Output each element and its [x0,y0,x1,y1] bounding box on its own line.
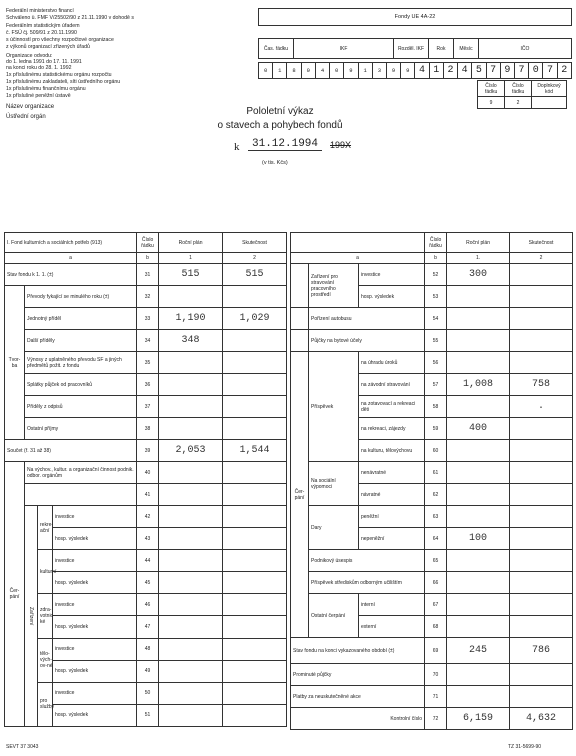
row-label: Jednotný příděl [25,308,137,330]
code-digit: 0 [259,63,273,79]
row-num: 42 [137,506,159,528]
row-plan [447,462,510,484]
row-real [223,594,287,616]
sub-code-table [477,80,567,109]
row-label: peněžní [359,506,425,528]
header-line: č. FSÚ čj. 509/91 z 20.11.1990 [6,30,77,36]
blank-cell [291,264,309,308]
row-real [510,308,573,330]
side-tvorba: Tvor-ba [5,286,25,440]
row-real [223,616,287,638]
row-label: Půjčky na bytové účely [309,330,425,352]
row-num: 64 [425,528,447,550]
code-digit: 5 [472,63,486,79]
table-row [291,572,573,594]
row-plan [447,330,510,352]
row-label: Na výchov., kultur. a organizační činnost podnik. odbor. orgánům [25,462,137,484]
row-plan [159,528,223,550]
code-digits-table [258,62,572,79]
table-row [5,264,287,286]
row-real [223,484,287,506]
row-num: 33 [137,308,159,330]
row-plan: 1,008 [447,374,510,396]
row-plan [159,704,223,726]
group-rekreacni: rekre-ační [38,506,56,550]
col-real-header: Skutečnost [510,233,573,253]
header-line: s účinností pro všechny rozpočtové organizace [6,37,114,43]
code-digit: 2 [557,63,571,79]
report-subtitle: o stavech a pohybech fondů [217,120,343,131]
row-real [510,572,573,594]
row-label: hosp. výsledek [53,572,137,594]
table-row [5,506,287,528]
row-num: 46 [137,594,159,616]
row-plan [447,664,510,686]
col-plan-header: Roční plán [447,233,510,253]
row-real [510,550,573,572]
row-label: hosp. výsledek [53,528,137,550]
row-real [223,660,287,682]
row-label: Stav fondu k 1. 1. (±) [5,264,137,286]
row-real [223,374,287,396]
row-plan: 400 [447,418,510,440]
row-num: 52 [425,264,447,286]
row-num: 43 [137,528,159,550]
row-real [223,638,287,660]
sub-digit: 2 [505,97,532,109]
row-num: 38 [137,418,159,440]
right-table-title-blank [291,233,425,253]
col-plan-header: Roční plán [159,233,223,253]
row-num: 65 [425,550,447,572]
row-plan [159,374,223,396]
row-plan: 1,190 [159,308,223,330]
row-label: investice [359,264,425,286]
table-row [291,708,573,730]
row-label: nenávratné [359,462,425,484]
left-table [4,232,287,727]
col-label: a [5,253,137,264]
row-num: 58 [425,396,447,418]
header-line: 1x příslušné peněžní ústavě [6,93,71,99]
row-num: 53 [425,286,447,308]
row-plan [447,286,510,308]
row-plan [447,440,510,462]
row-plan [447,308,510,330]
row-num: 54 [425,308,447,330]
row-num: 63 [425,506,447,528]
row-label: návratné [359,484,425,506]
row-num: 45 [137,572,159,594]
table-row [5,462,287,484]
row-plan: 2,053 [159,440,223,462]
row-label: Příspěvek střediskům odborným učilištím [309,572,425,594]
row-num: 37 [137,396,159,418]
group-socialni: Na sociální výpomoci [309,462,359,506]
group-telovychovne: tělo-vých-ov-né [38,639,56,683]
side-cerpani: Čer-pání [291,352,309,638]
report-date: 31.12.1994 [248,138,322,151]
report-title: Pololetní výkaz [246,106,314,117]
code-digit: 9 [344,63,358,79]
row-num: 31 [137,264,159,286]
row-plan [447,594,510,616]
side-zarizeni: Zařízení [28,606,34,626]
table-row [291,686,573,708]
header-line: Federální ministerstvo financí [6,8,74,14]
row-label: Příděly z odpisů [25,396,137,418]
row-plan [159,572,223,594]
row-num: 68 [425,616,447,638]
row-real [223,572,287,594]
row-real [510,330,573,352]
row-num: 71 [425,686,447,708]
table-row [291,308,573,330]
code-digit: 3 [372,63,386,79]
code-digit: 2 [443,63,457,79]
row-num: 60 [425,440,447,462]
sub-header: Doplnkový kód [532,81,567,97]
col-label: a [291,253,425,264]
row-plan: 348 [159,330,223,352]
code-header: IKF [294,39,394,59]
row-real [223,528,287,550]
row-num: 34 [137,330,159,352]
row-plan: 100 [447,528,510,550]
fond-label-box: Fondy UE 4A-22 [258,8,572,26]
row-real [223,352,287,374]
blank-cell [291,308,309,330]
code-digit: 1 [429,63,443,79]
code-header: Čas. řádku [259,39,294,59]
right-table [290,232,573,730]
row-real [510,264,573,286]
side-cerpani: Čer-pání [5,462,25,727]
row-label: interní [359,594,425,616]
code-digit: 0 [330,63,344,79]
table-row [5,440,287,462]
header-line: 1x příslušnému zakladateli, síti ústředního orgánu [6,79,121,85]
central-organ-label: Ústřední orgán [6,114,46,120]
row-plan [447,616,510,638]
row-label: hosp. výsledek [53,616,137,638]
row-real [510,664,573,686]
row-num: 48 [137,638,159,660]
code-digit: 9 [500,63,514,79]
row-label: externí [359,616,425,638]
table-row [5,330,287,352]
row-label: Výnosy z uplatněného převodu SF a jiných předmětů požit. z fondu [25,352,137,374]
table-row [5,374,287,396]
code-digit: 8 [287,63,301,79]
header-line: na konci roku do 28. 1. 1992 [6,65,72,71]
blank-cell [291,330,309,352]
code-digit: 1 [358,63,372,79]
left-table-title: I. Fond kulturních a sociálních potřeb (913) [5,233,137,253]
row-real [510,440,573,462]
header-line: 1x příslušnému statistickému orgánu rozpočtu [6,72,112,78]
group-zarizeni: Zařízení pro stravování pracovního prostředí [309,264,359,308]
code-digit: 7 [486,63,500,79]
sub-header: Číslo řádku [505,81,532,97]
col-label: 1 [159,253,223,264]
row-plan: 245 [447,638,510,664]
table-row [5,418,287,440]
row-label: hosp. výsledek [359,286,425,308]
table-row [5,286,287,308]
row-real: 515 [223,264,287,286]
row-real [223,418,287,440]
group-prispevek: Příspěvek [309,352,359,462]
row-label: Další příděly [25,330,137,352]
sub-header: Číslo řádku [478,81,505,97]
table-row [291,352,573,374]
code-digit: 4 [415,63,429,79]
row-num: 41 [137,484,159,506]
row-num: 50 [137,682,159,704]
group-dary: Dary [309,506,359,550]
row-plan [447,396,510,418]
code-digit: 7 [543,63,557,79]
col-label: b [425,253,447,264]
col-label: 2 [510,253,573,264]
row-real: 1,029 [223,308,287,330]
table-row [291,462,573,484]
row-real [510,286,573,308]
code-digit: 9 [401,63,415,79]
col-num-header: Číslo řádku [137,233,159,253]
footer-right: TZ 31-5699-90 [508,744,542,750]
row-plan [159,506,223,528]
table-row [291,594,573,616]
row-label: investice [53,638,137,660]
row-plan [447,484,510,506]
row-plan [159,286,223,308]
row-real [223,704,287,726]
row-label: Převody fykající se minulého roku (±) [25,286,137,308]
row-num: 57 [425,374,447,396]
row-num: 61 [425,462,447,484]
row-num: 66 [425,572,447,594]
footer-left: SEVT 37 3043 [6,744,39,750]
row-plan [159,616,223,638]
table-row [291,550,573,572]
header-line: z výkonů organizací zřizených úřadů [6,44,90,50]
row-label: Splátky půjček od pracovníků [25,374,137,396]
row-real [223,286,287,308]
row-real [510,484,573,506]
row-real [510,616,573,638]
row-num: 36 [137,374,159,396]
row-plan [159,682,223,704]
col-label: b [137,253,159,264]
row-num: 56 [425,352,447,374]
table-row [291,506,573,528]
row-label: investice [53,550,137,572]
row-num: 49 [137,660,159,682]
table-row [291,664,573,686]
table-row [5,484,287,506]
col-label: 2 [223,253,287,264]
table-row [5,396,287,418]
row-plan [447,572,510,594]
row-plan: 300 [447,264,510,286]
row-label: na úhradu úroků [359,352,425,374]
row-real [510,506,573,528]
row-plan [159,638,223,660]
row-plan [159,352,223,374]
group-ostatni: Ostatní čerpání [309,594,359,638]
row-real [223,396,287,418]
row-plan: 6,159 [447,708,510,730]
row-real: 758 [510,374,573,396]
code-digit: 4 [458,63,472,79]
table-row [5,352,287,374]
row-plan [159,462,223,484]
row-num: 39 [137,440,159,462]
row-num: 44 [137,550,159,572]
row-label: nepeněžní [359,528,425,550]
col-label: 1. [447,253,510,264]
row-real [510,462,573,484]
code-digit: 7 [514,63,528,79]
sub-digit-empty [532,97,567,109]
organization-name-label: Název organizace [6,104,55,110]
row-label: na rekreaci, zájezdy [359,418,425,440]
group-zdravotnicke: zdra-votnic-ké [38,594,56,638]
code-header: IČO [479,39,572,59]
row-num: 62 [425,484,447,506]
row-real [510,418,573,440]
group-prosluzby: pro služby [40,698,55,711]
row-label: investice [53,682,137,704]
row-plan [447,506,510,528]
code-digit: 1 [273,63,287,79]
code-header: Rozděl. IKF [394,39,429,59]
row-label: hosp. výsledek [53,660,137,682]
row-label [25,484,137,506]
row-plan: 515 [159,264,223,286]
row-label: Prominuté půjčky [291,664,425,686]
row-label: investice [53,594,137,616]
row-label: Pořízení autobusu [309,308,425,330]
header-line: Federálním statistickým úřadem [6,23,80,29]
header-line: do 1. ledna 1991 do 17. 11. 1991 [6,59,82,65]
unit-label: (v tis. Kčs) [262,160,288,166]
row-plan [159,396,223,418]
row-num: 35 [137,352,159,374]
code-digit: 9 [386,63,400,79]
row-real [510,352,573,374]
row-num: 55 [425,330,447,352]
row-label: na kulturu, tělovýchovu [359,440,425,462]
row-plan [159,660,223,682]
row-real: . [510,396,573,418]
code-header: Rok [429,39,454,59]
row-real [223,330,287,352]
header-line: Organizace odvodu: [6,53,53,59]
row-num: 32 [137,286,159,308]
row-plan [447,550,510,572]
code-header-table [258,38,572,59]
row-plan [159,550,223,572]
row-num: 59 [425,418,447,440]
row-real: 1,544 [223,440,287,462]
row-label: na zotavovací a rekreaci děti [359,396,425,418]
row-label: Ostatní příjmy [25,418,137,440]
col-real-header: Skutečnost [223,233,287,253]
row-plan [159,484,223,506]
table-row [291,264,573,286]
table-row [5,308,287,330]
code-header: Měsíc [454,39,479,59]
row-plan [159,418,223,440]
row-num: 40 [137,462,159,484]
row-label: na závodní stravování [359,374,425,396]
row-real [510,686,573,708]
col-num-header: Číslo řádku [425,233,447,253]
row-label: Kontrolní číslo [291,708,425,730]
row-label: Podnikový úsespis [309,550,425,572]
sub-digit: 9 [478,97,505,109]
row-label: Stav fondu na konci vykazovaného období (±) [291,638,425,664]
row-real [223,506,287,528]
table-row [291,638,573,664]
row-label: Součet (ř. 31 až 38) [5,440,137,462]
row-plan [159,594,223,616]
row-real [223,550,287,572]
row-real: 786 [510,638,573,664]
row-plan [447,352,510,374]
row-real [510,594,573,616]
date-prefix: k [234,141,240,153]
row-plan [447,686,510,708]
table-row [291,330,573,352]
row-label: investice [53,506,137,528]
row-label: hosp. výsledek [53,704,137,726]
row-real [223,682,287,704]
row-num: 67 [425,594,447,616]
row-num: 72 [425,708,447,730]
group-kulturni: kulturní [38,550,56,594]
row-real: 4,632 [510,708,573,730]
code-digit: 4 [315,63,329,79]
code-digit: 0 [301,63,315,79]
row-num: 51 [137,704,159,726]
row-real [510,528,573,550]
row-num: 69 [425,638,447,664]
row-num: 47 [137,616,159,638]
date-struck: 199X [330,140,352,150]
row-label: Platby za neuskutečněné akce [291,686,425,708]
header-line: 1x příslušnému finančnímu orgánu [6,86,86,92]
code-digit: 0 [529,63,543,79]
header-line: Schváleno ü. FMF V/25502/90 z 21.11.1990 v dohodě s [6,15,134,21]
row-num: 70 [425,664,447,686]
row-real [223,462,287,484]
